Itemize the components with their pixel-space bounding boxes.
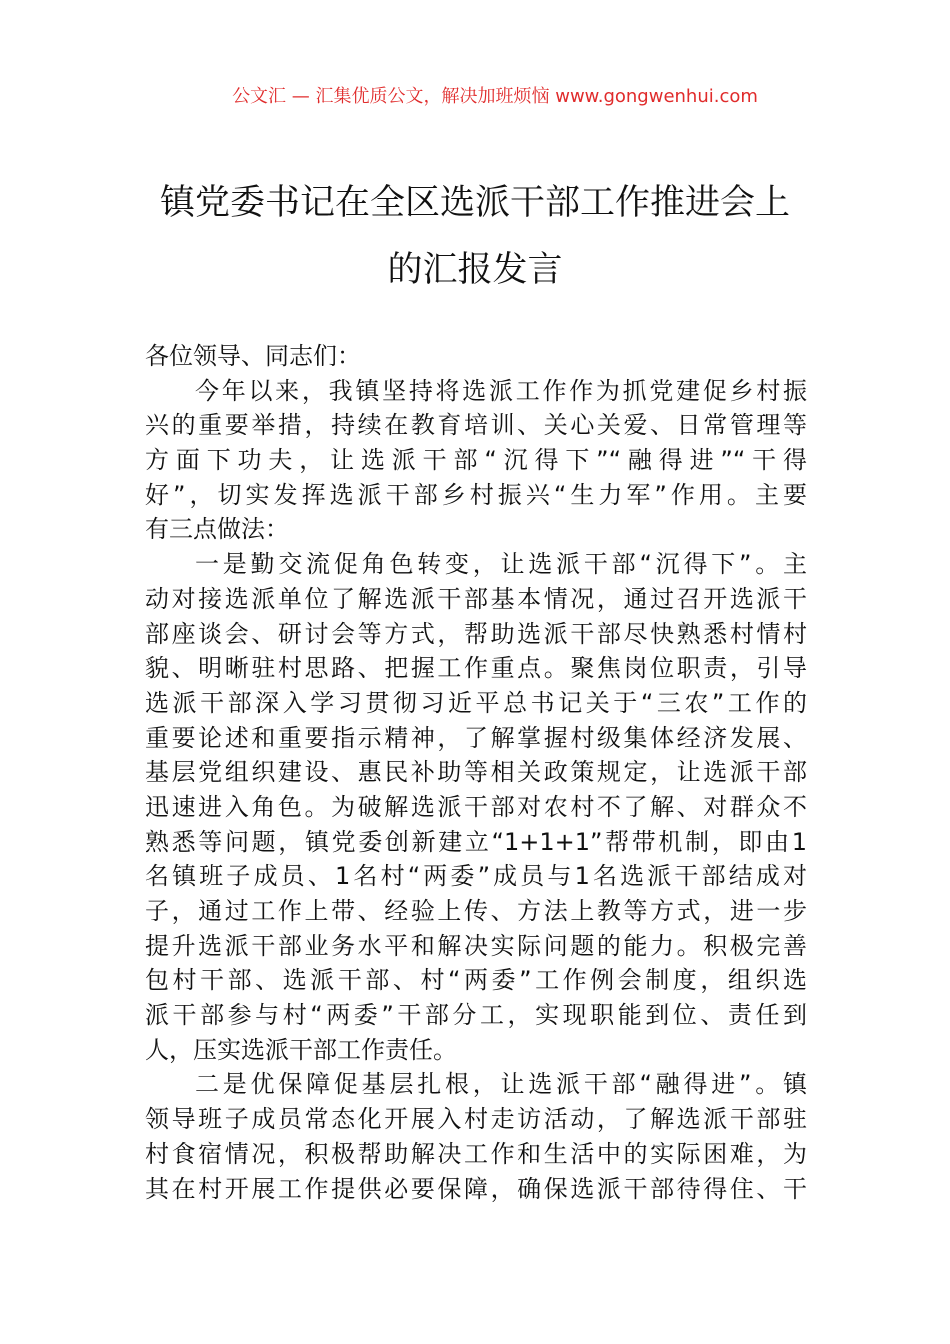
- paragraph-line: 领导班子成员常态化开展入村走访活动，了解选派干部驻: [145, 1105, 807, 1134]
- paragraph-line: 基层党组织建设、惠民补助等相关政策规定，让选派干部: [145, 758, 807, 787]
- paragraph-line: 今年以来，我镇坚持将选派工作作为抓党建促乡村振: [195, 376, 807, 405]
- paragraph-line: 选派干部深入学习贯彻习近平总书记关于“三农”工作的: [145, 688, 807, 717]
- paragraph-line: 子，通过工作上带、经验上传、方法上教等方式，进一步: [145, 897, 807, 925]
- paragraph-line: 兴的重要举措，持续在教育培训、关心关爱、日常管理等: [145, 411, 807, 440]
- paragraph-line: 貌、明晰驻村思路、把握工作重点。聚焦岗位职责，引导: [145, 654, 807, 683]
- document-title-line-2: 的汇报发言: [387, 250, 563, 290]
- paragraph-line: 派干部参与村“两委”干部分工，实现职能到位、责任到: [145, 1001, 807, 1030]
- paragraph-line: 迅速进入角色。为破解选派干部对农村不了解、对群众不: [145, 792, 807, 821]
- paragraph-line: 动对接选派单位了解选派干部基本情况，通过召开选派干: [145, 584, 807, 613]
- paragraph: [145, 374, 807, 547]
- paragraph-line: 人，压实选派干部工作责任。: [145, 1035, 457, 1064]
- salutation: 各位领导、同志们：: [145, 342, 361, 370]
- document-title-line-1: 镇党委书记在全区选派干部工作推进会上: [159, 183, 790, 223]
- paragraph-line: 包村干部、选派干部、村“两委”工作例会制度，组织选: [145, 966, 807, 995]
- paragraph-line: 熟悉等问题，镇党委创新建立“1+1+1”帮带机制，即由1: [145, 827, 807, 856]
- paragraph-line: 好”，切实发挥选派干部乡村振兴“生力军”作用。主要: [145, 480, 807, 509]
- paragraph-line: 重要论述和重要指示精神，了解掌握村级集体经济发展、: [145, 723, 807, 752]
- paragraph-line: 提升选派干部业务水平和解决实际问题的能力。积极完善: [145, 931, 807, 960]
- paragraph-line: 名镇班子成员、1名村“两委”成员与1名选派干部结成对: [145, 862, 807, 891]
- watermark-header: 公文汇 — 汇集优质公文，解决加班烦恼 www.gongwenhui.com: [232, 86, 758, 107]
- document-body: [145, 339, 807, 1206]
- paragraph-line: 一是勤交流促角色转变，让选派干部“沉得下”。主: [195, 550, 807, 579]
- paragraph-line: 有三点做法：: [145, 515, 289, 544]
- paragraph-line: 其在村开展工作提供必要保障，确保选派干部待得住、干: [145, 1174, 807, 1203]
- paragraph-line: 二是优保障促基层扎根，让选派干部“融得进”。镇: [195, 1070, 807, 1099]
- paragraph-line: 村食宿情况，积极帮助解决工作和生活中的实际困难，为: [145, 1139, 807, 1168]
- paragraph: [145, 547, 807, 1067]
- paragraph-line: 方面下功夫，让选派干部“沉得下”“融得进”“干得: [145, 446, 807, 475]
- paragraph-line: 部座谈会、研讨会等方式，帮助选派干部尽快熟悉村情村: [145, 619, 807, 648]
- paragraph: [145, 1067, 807, 1206]
